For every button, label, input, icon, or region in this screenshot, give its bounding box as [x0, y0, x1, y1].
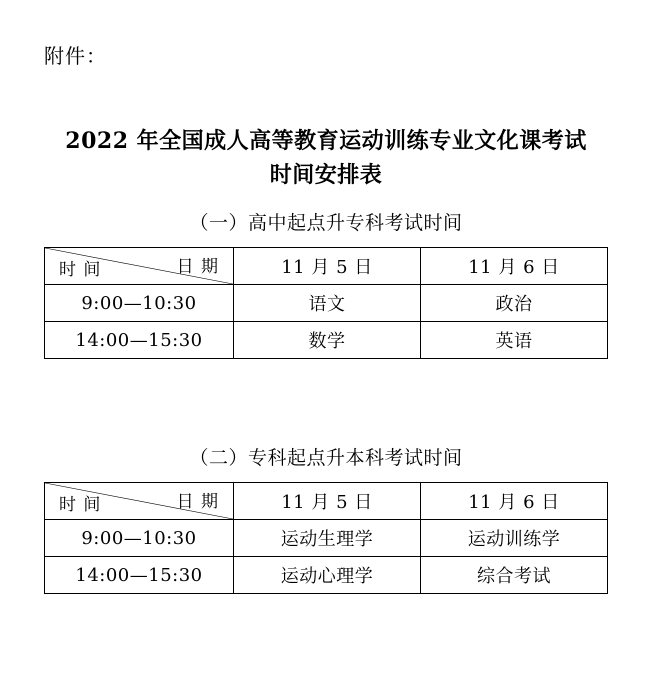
subject-cell: 运动生理学: [234, 520, 421, 557]
table-row: [45, 520, 608, 557]
page-title-line-1: 2022 年全国成人高等教育运动训练专业文化课考试: [65, 128, 587, 154]
section-college-exam: [0, 208, 652, 359]
column-header-day-1: 11 月 5 日: [234, 248, 421, 285]
column-header-day-2: 11 月 6 日: [421, 483, 608, 520]
column-header-day-1: 11 月 5 日: [234, 483, 421, 520]
row-time-label: 14:00—15:30: [45, 557, 234, 594]
section-heading-2: （二）专科起点升本科考试时间: [189, 447, 463, 469]
table-row: [45, 322, 608, 359]
column-header-day-2: 11 月 6 日: [421, 248, 608, 285]
row-time-label: 9:00—10:30: [45, 520, 234, 557]
table-header-row: [45, 483, 608, 520]
schedule-table-1: [44, 247, 608, 359]
subject-cell: 政治: [421, 285, 608, 322]
subject-cell: 语文: [234, 285, 421, 322]
table-row: [45, 557, 608, 594]
corner-header-cell: [45, 483, 234, 520]
row-time-label: 14:00—15:30: [45, 322, 234, 359]
schedule-table-2: [44, 482, 608, 594]
attachment-label: 附件：: [44, 44, 107, 68]
table-row: [45, 285, 608, 322]
corner-date-label: 日 期: [176, 492, 219, 512]
page-title-line-2: 时间安排表: [269, 162, 383, 189]
subject-cell: 数学: [234, 322, 421, 359]
corner-header-cell: [45, 248, 234, 285]
section-heading-1: （一）高中起点升专科考试时间: [189, 212, 463, 234]
table-header-row: [45, 248, 608, 285]
subject-cell: 综合考试: [421, 557, 608, 594]
corner-date-label: 日 期: [176, 257, 219, 277]
subject-cell: 运动训练学: [421, 520, 608, 557]
subject-cell: 英语: [421, 322, 608, 359]
subject-cell: 运动心理学: [234, 557, 421, 594]
row-time-label: 9:00—10:30: [45, 285, 234, 322]
corner-time-label: 时 间: [59, 260, 102, 280]
page-title: [0, 124, 652, 192]
section-undergraduate-exam: [0, 443, 652, 594]
corner-time-label: 时 间: [59, 495, 102, 515]
